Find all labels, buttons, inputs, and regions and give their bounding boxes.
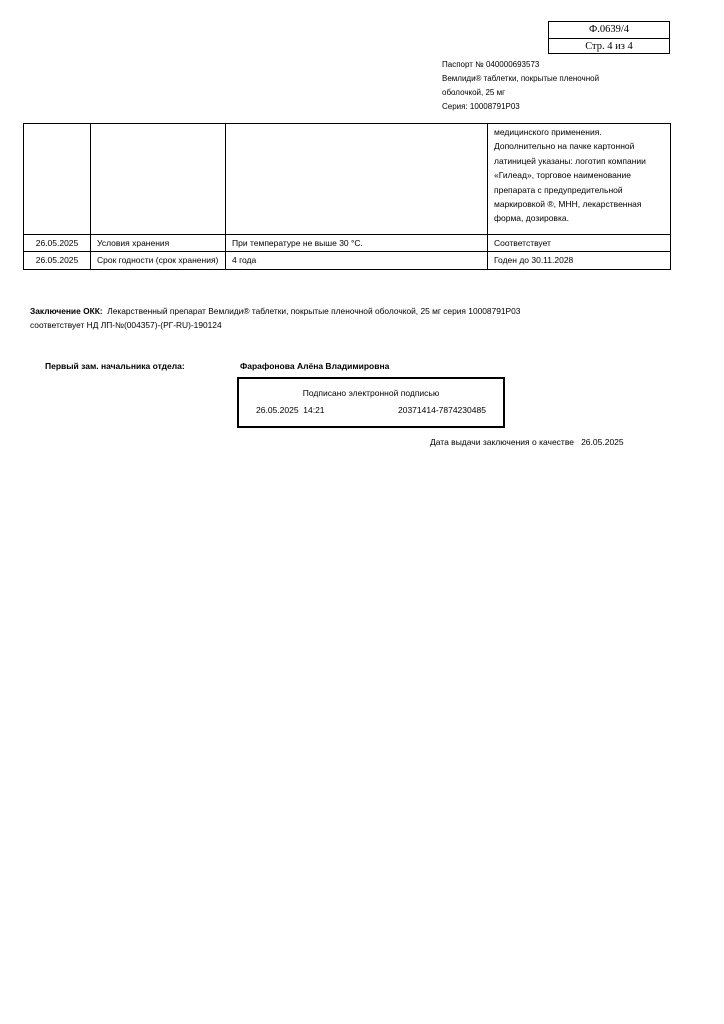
table-row [24, 124, 671, 235]
issue-label: Дата выдачи заключения о качестве [430, 437, 574, 447]
test-result: Соответствует [488, 235, 671, 252]
signature-datetime: 26.05.2025 14:21 [256, 405, 325, 415]
qc-conclusion [30, 304, 690, 332]
test-parameter: Условия хранения [91, 235, 226, 252]
test-result: медицинского применения. Дополнительно на пачке картонной латиницей указаны: логотип компании «Гилеад», торговое наименование препарата с предупредительной маркировкой ®, МНН, лекарственная форма, дозировка. [488, 124, 671, 235]
table-row [24, 235, 671, 252]
passport-number: Паспорт № 040000693573 [442, 60, 540, 69]
quality-table [23, 123, 671, 270]
issue-date: 26.05.2025 [581, 437, 624, 447]
signer-name: Фарафонова Алёна Владимировна [240, 361, 390, 371]
issue-date-line [430, 437, 624, 447]
test-parameter [91, 124, 226, 235]
form-code-box [548, 21, 670, 54]
test-result: Годен до 30.11.2028 [488, 252, 671, 269]
test-date: 26.05.2025 [24, 252, 91, 269]
conclusion-label: Заключение ОКК: [30, 306, 103, 316]
test-date: 26.05.2025 [24, 235, 91, 252]
conclusion-text: Лекарственный препарат Вемлиди® таблетки, покрытые пленочной оболочкой, 25 мг серия 10008791P03 [107, 306, 521, 316]
test-requirement [226, 124, 488, 235]
product-name-line1: Вемлиди® таблетки, покрытые пленочной [442, 74, 600, 83]
test-requirement: При температуре не выше 30 °С. [226, 235, 488, 252]
signer-title: Первый зам. начальника отдела: [45, 361, 185, 371]
product-name-line2: оболочкой, 25 мг [442, 88, 505, 97]
conclusion-text-cont: соответствует НД ЛП-№(004357)-(РГ-RU)-190124 [30, 320, 222, 330]
table-row [24, 252, 671, 269]
electronic-signature-stamp [237, 377, 505, 428]
signature-title: Подписано электронной подписью [302, 388, 440, 398]
form-code: Ф.0639/4 [588, 24, 630, 36]
passport-header [442, 58, 599, 114]
test-requirement: 4 года [226, 252, 488, 269]
batch-series: Серия: 10008791P03 [442, 102, 520, 111]
test-parameter: Срок годности (срок хранения) [91, 252, 226, 269]
page-counter: Стр. 4 из 4 [549, 38, 669, 55]
test-date [24, 124, 91, 235]
signature-certificate: 20371414-7874230485 [398, 405, 486, 415]
